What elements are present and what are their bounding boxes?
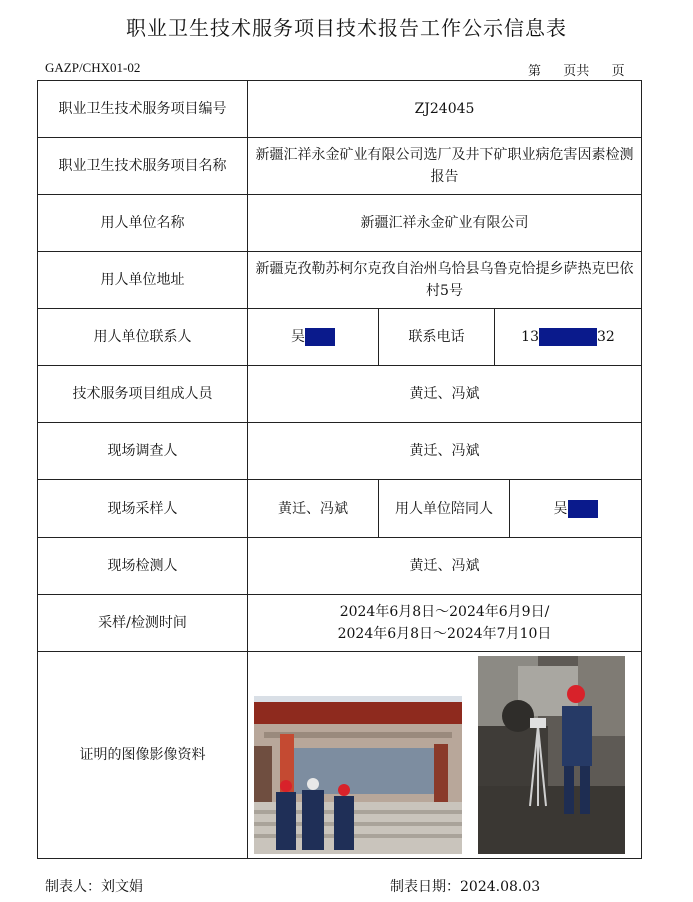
maker-name: 刘文娟 xyxy=(101,879,143,895)
date xyxy=(390,876,540,896)
employer-address-value: 新疆克孜勒苏柯尔克孜自治州乌恰县乌鲁克恰提乡萨热克巴依村5号 xyxy=(248,252,642,309)
project-no-value: ZJ24045 xyxy=(248,81,642,138)
project-name-value: 新疆汇祥永金矿业有限公司选厂及井下矿职业病危害因素检测报告 xyxy=(248,138,642,195)
info-table xyxy=(37,80,642,859)
testing-label: 现场检测人 xyxy=(38,538,248,595)
time-line-1: 2024年6月8日～2024年6月9日/ xyxy=(339,604,550,620)
time-line-2: 2024年6月8日～2024年7月10日 xyxy=(337,626,552,642)
team-value: 黄迁、冯斌 xyxy=(248,366,642,423)
redaction-block xyxy=(568,500,598,518)
maker-label: 制表人： xyxy=(45,879,101,895)
date-value: 2024.08.03 xyxy=(460,879,541,895)
phone-value: 13 32 xyxy=(495,309,642,366)
table-row xyxy=(38,480,642,538)
images-label: 证明的图像影像资料 xyxy=(38,652,248,859)
page-indicator xyxy=(528,60,638,79)
page-ye: 页 xyxy=(611,64,625,79)
table-row xyxy=(38,81,642,138)
images-cell xyxy=(248,652,642,859)
table-row xyxy=(38,309,642,366)
page-di: 第 xyxy=(528,64,542,79)
contact-name: 吴 xyxy=(248,309,379,366)
table-row xyxy=(38,138,642,195)
table-row xyxy=(38,195,642,252)
maker xyxy=(45,876,143,896)
photo-building-image xyxy=(254,696,462,854)
escort-label: 用人单位陪同人 xyxy=(379,480,510,538)
time-label: 采样/检测时间 xyxy=(38,595,248,652)
redaction-block xyxy=(539,328,597,346)
time-value xyxy=(248,595,642,652)
employer-name-value: 新疆汇祥永金矿业有限公司 xyxy=(248,195,642,252)
phone-label: 联系电话 xyxy=(379,309,495,366)
project-name-label: 职业卫生技术服务项目名称 xyxy=(38,138,248,195)
date-label: 制表日期： xyxy=(390,879,460,895)
form-code: GAZP/CHX01-02 xyxy=(45,60,141,75)
redaction-block xyxy=(305,328,335,346)
contact-label: 用人单位联系人 xyxy=(38,309,248,366)
sampling-value: 黄迁、冯斌 xyxy=(248,480,379,538)
table-row xyxy=(38,423,642,480)
sampling-label: 现场采样人 xyxy=(38,480,248,538)
table-row xyxy=(38,366,642,423)
testing-value: 黄迁、冯斌 xyxy=(248,538,642,595)
page-ye-gong: 页共 xyxy=(563,64,590,79)
photo-site-image xyxy=(478,656,625,854)
escort-value: 吴 xyxy=(510,480,642,538)
photo-building-entrance xyxy=(254,696,462,854)
project-no-label: 职业卫生技术服务项目编号 xyxy=(38,81,248,138)
photo-sampling-site xyxy=(478,656,625,854)
team-label: 技术服务项目组成人员 xyxy=(38,366,248,423)
employer-address-label: 用人单位地址 xyxy=(38,252,248,309)
table-row xyxy=(38,652,642,859)
survey-value: 黄迁、冯斌 xyxy=(248,423,642,480)
table-row xyxy=(38,595,642,652)
page-title: 职业卫生技术服务项目技术报告工作公示信息表 xyxy=(126,16,567,40)
employer-name-label: 用人单位名称 xyxy=(38,195,248,252)
survey-label: 现场调查人 xyxy=(38,423,248,480)
table-row xyxy=(38,538,642,595)
table-row xyxy=(38,252,642,309)
